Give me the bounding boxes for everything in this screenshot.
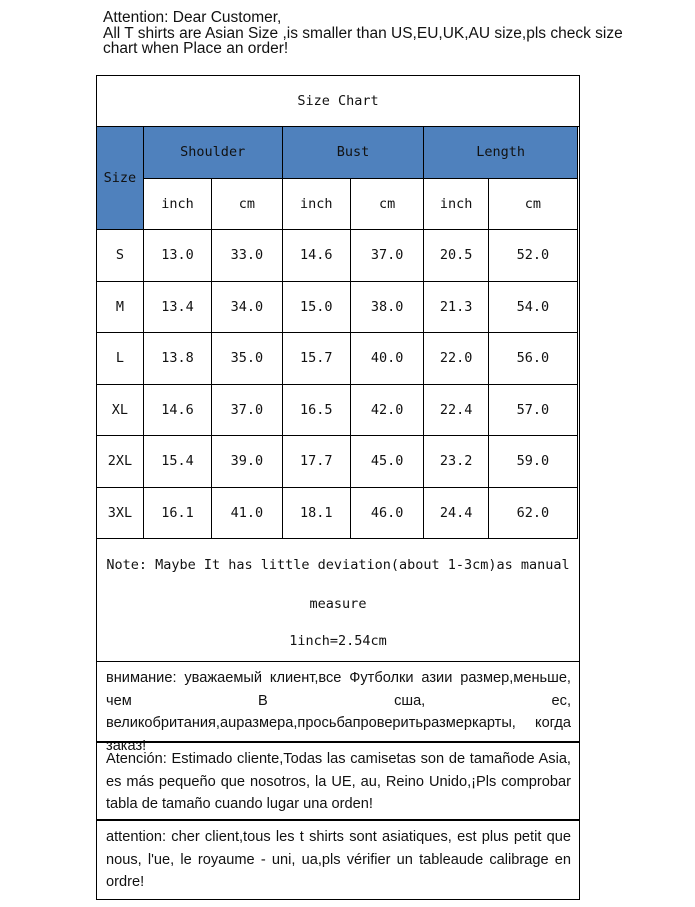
table-cell: 52.0 [488,230,577,282]
size-chart [96,75,580,662]
table-cell: 37.0 [351,230,424,282]
table-cell: 45.0 [351,436,424,488]
table-cell: 33.0 [212,230,282,282]
table-cell: 37.0 [212,384,282,436]
table-cell: 15.0 [282,281,350,333]
measurement-note [97,538,579,662]
table-cell: 18.1 [282,487,350,539]
table-cell: 54.0 [488,281,577,333]
unit-cell: inch [424,178,488,230]
table-row [97,281,578,333]
table-cell: 14.6 [282,230,350,282]
header-shoulder: Shoulder [143,127,282,179]
table-cell: 22.0 [424,333,488,385]
unit-cell: inch [143,178,211,230]
attention-notice [103,10,663,57]
table-cell: 16.1 [143,487,211,539]
table-row [97,436,578,488]
size-chart-title: Size Chart [97,76,579,127]
note-line-1: Note: Maybe It has little deviation(about 1-3cm)as manual [106,557,570,573]
size-label: M [97,281,144,333]
table-cell: 34.0 [212,281,282,333]
table-cell: 57.0 [488,384,577,436]
unit-cell: cm [212,178,282,230]
note-line-2: measure [309,596,367,612]
size-label: XL [97,384,144,436]
attention-line-3: chart when Place an order! [103,40,289,57]
table-cell: 17.7 [282,436,350,488]
header-size: Size [97,127,144,230]
table-cell: 38.0 [351,281,424,333]
header-length: Length [424,127,578,179]
table-row [97,333,578,385]
table-cell: 59.0 [488,436,577,488]
size-label: 3XL [97,487,144,539]
table-header-row [97,127,578,179]
table-cell: 20.5 [424,230,488,282]
table-cell: 21.3 [424,281,488,333]
table-cell: 14.6 [143,384,211,436]
table-cell: 22.4 [424,384,488,436]
table-cell: 15.7 [282,333,350,385]
table-cell: 16.5 [282,384,350,436]
table-cell: 39.0 [212,436,282,488]
table-cell: 13.8 [143,333,211,385]
size-label: L [97,333,144,385]
size-label: 2XL [97,436,144,488]
unit-cell: cm [351,178,424,230]
french-notice: attention: cher client,tous les t shirts sont asiatiques, est plus petit que nous, l'ue, le royaume - uni, ua,pls vérifier un tableaude calibrage en ordre! [96,820,580,900]
table-cell: 15.4 [143,436,211,488]
table-row [97,384,578,436]
attention-line-2: All T shirts are Asian Size ,is smaller than US,EU,UK,AU size,pls check size [103,24,623,42]
size-label: S [97,230,144,282]
table-cell: 24.4 [424,487,488,539]
table-row [97,230,578,282]
russian-notice: внимание: уважаемый клиент,все Футболки азии размер,меньше, чем В сша, ес, великобритания,auразмера,просьбапроверитьразмеркарты, когда заказ! [96,662,580,742]
table-cell: 56.0 [488,333,577,385]
size-table [96,126,578,539]
table-cell: 13.4 [143,281,211,333]
table-cell: 41.0 [212,487,282,539]
table-cell: 46.0 [351,487,424,539]
inch-conversion: 1inch=2.54cm [289,633,387,649]
table-cell: 13.0 [143,230,211,282]
table-row [97,487,578,539]
attention-line-1: Attention: Dear Customer, [103,9,282,26]
unit-cell: inch [282,178,350,230]
table-cell: 42.0 [351,384,424,436]
header-bust: Bust [282,127,424,179]
unit-cell: cm [488,178,577,230]
table-cell: 40.0 [351,333,424,385]
table-cell: 23.2 [424,436,488,488]
table-cell: 62.0 [488,487,577,539]
table-units-row [97,178,578,230]
spanish-notice: Atención: Estimado cliente,Todas las camisetas son de tamañode Asia, es más pequeño que nosotros, la UE, au, Reino Unido,¡Pls comprobar tabla de tamaño cuando lugar una orden! [96,742,580,820]
table-cell: 35.0 [212,333,282,385]
